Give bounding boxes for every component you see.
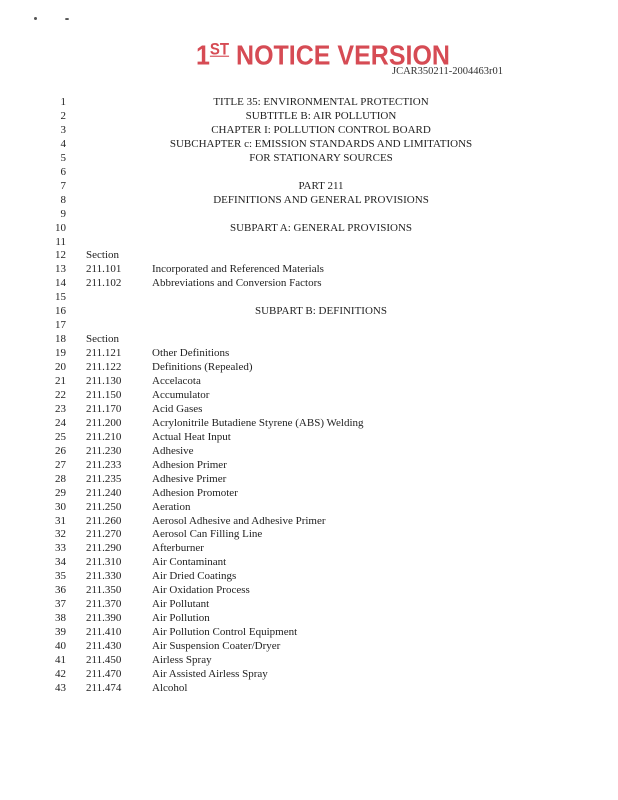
document-line <box>0 458 618 472</box>
section-title: Accumulator <box>152 388 210 401</box>
document-line <box>0 262 618 276</box>
heading-text: SUBPART A: GENERAL PROVISIONS <box>230 221 412 234</box>
line-number: 4 <box>60 137 66 150</box>
section-title: Air Pollution Control Equipment <box>152 626 298 639</box>
line-number: 12 <box>55 249 66 262</box>
document-line <box>0 179 618 193</box>
document-line <box>0 514 618 528</box>
section-number: 211.235 <box>86 472 122 485</box>
section-number: 211.210 <box>86 430 122 443</box>
section-number: 211.233 <box>86 458 122 471</box>
document-line <box>0 388 618 402</box>
document-line <box>0 625 618 639</box>
section-number: 211.150 <box>86 388 122 401</box>
section-number: 211.430 <box>86 640 122 653</box>
section-number: 211.474 <box>86 681 122 694</box>
line-number: 17 <box>55 319 66 332</box>
document-line <box>0 193 618 207</box>
section-title: Air Pollutant <box>152 598 210 611</box>
line-number: 36 <box>55 584 66 597</box>
section-number: 211.101 <box>86 263 122 276</box>
section-number: 211.230 <box>86 444 122 457</box>
section-title: Other Definitions <box>152 347 230 360</box>
document-line <box>0 207 618 221</box>
section-number: 211.350 <box>86 584 122 597</box>
line-number: 25 <box>55 430 66 443</box>
line-number: 23 <box>55 402 66 415</box>
line-number: 8 <box>60 193 66 206</box>
heading-text: SUBPART B: DEFINITIONS <box>255 305 387 318</box>
document-line <box>0 318 618 332</box>
line-number: 3 <box>60 123 66 136</box>
document-line <box>0 346 618 360</box>
document-line <box>0 276 618 290</box>
line-number: 31 <box>55 514 66 527</box>
document-line <box>0 304 618 318</box>
document-line <box>0 583 618 597</box>
section-number: 211.121 <box>86 347 122 360</box>
scan-speck <box>34 17 37 20</box>
line-number: 16 <box>55 305 66 318</box>
section-title: Air Oxidation Process <box>152 584 250 597</box>
line-number: 27 <box>55 458 66 471</box>
section-title: Airless Spray <box>152 654 212 666</box>
document-line <box>0 611 618 625</box>
document-line <box>0 235 618 249</box>
line-number: 1 <box>60 96 66 108</box>
section-title: Air Contaminant <box>152 556 227 569</box>
line-number: 19 <box>55 347 66 360</box>
section-number: 211.200 <box>86 416 122 429</box>
line-number: 42 <box>55 667 66 680</box>
document-line <box>0 486 618 500</box>
document-line <box>0 290 618 304</box>
document-line <box>0 248 618 262</box>
document-line <box>0 667 618 681</box>
section-number: 211.260 <box>86 514 122 527</box>
document-line <box>0 472 618 486</box>
section-number: Section <box>86 249 119 262</box>
document-line <box>0 500 618 514</box>
section-title: Aerosol Adhesive and Adhesive Primer <box>152 514 326 527</box>
document-id: JCAR350211-2004463r01 <box>392 66 504 77</box>
section-title: Adhesion Primer <box>152 458 227 471</box>
line-number: 2 <box>60 109 66 122</box>
notice-version-stamp: 1ST NOTICE VERSION <box>196 40 450 72</box>
document-line <box>0 109 618 123</box>
section-number: 211.240 <box>86 486 122 499</box>
document-line <box>0 681 618 695</box>
section-number: 211.170 <box>86 402 122 415</box>
section-title: Abbreviations and Conversion Factors <box>152 277 322 290</box>
section-title: Adhesive Primer <box>152 472 227 485</box>
section-title: Actual Heat Input <box>152 430 231 443</box>
document-line <box>0 332 618 346</box>
section-title: Air Suspension Coater/Dryer <box>152 640 281 653</box>
line-number: 33 <box>55 542 66 555</box>
section-title: Air Assisted Airless Spray <box>152 667 268 680</box>
section-title: Afterburner <box>152 542 204 555</box>
line-number: 41 <box>55 654 66 666</box>
section-number: Section <box>86 333 119 346</box>
line-number: 5 <box>60 151 66 164</box>
document-line <box>0 402 618 416</box>
heading-text: SUBCHAPTER c: EMISSION STANDARDS AND LIMITATIONS <box>169 137 473 150</box>
section-title: Aerosol Can Filling Line <box>152 528 263 541</box>
section-title: Air Dried Coatings <box>152 570 237 583</box>
document-line <box>0 639 618 653</box>
section-title: Adhesion Promoter <box>152 486 238 499</box>
heading-text: FOR STATIONARY SOURCES <box>249 151 393 164</box>
section-title: Acrylonitrile Butadiene Styrene (ABS) Welding <box>152 416 364 429</box>
line-number: 37 <box>55 598 66 611</box>
heading-text: DEFINITIONS AND GENERAL PROVISIONS <box>213 193 429 206</box>
section-number: 211.310 <box>86 556 122 569</box>
document-line <box>0 416 618 430</box>
section-title: Alcohol <box>152 681 188 694</box>
line-number: 6 <box>60 165 66 178</box>
line-number: 34 <box>55 556 66 569</box>
line-number: 35 <box>55 570 66 583</box>
document-line <box>0 569 618 583</box>
line-number: 11 <box>55 235 66 248</box>
heading-text: PART 211 <box>298 179 344 192</box>
document-line <box>0 597 618 611</box>
heading-text: CHAPTER I: POLLUTION CONTROL BOARD <box>211 123 431 136</box>
line-number: 7 <box>60 179 66 192</box>
heading-text: SUBTITLE B: AIR POLLUTION <box>245 109 397 122</box>
document-line <box>0 374 618 388</box>
section-title: Air Pollution <box>152 612 210 625</box>
document-line <box>0 165 618 179</box>
section-title: Acid Gases <box>152 402 203 415</box>
heading-text: TITLE 35: ENVIRONMENTAL PROTECTION <box>213 96 429 108</box>
line-number: 40 <box>55 640 66 653</box>
line-number: 21 <box>55 375 66 387</box>
line-number: 13 <box>55 263 66 276</box>
line-number: 28 <box>55 472 66 485</box>
line-number: 24 <box>55 416 66 429</box>
line-number: 14 <box>55 277 66 290</box>
scan-speck <box>65 18 69 20</box>
section-title: Incorporated and Referenced Materials <box>152 263 324 276</box>
line-number: 43 <box>55 681 66 694</box>
section-number: 211.390 <box>86 612 122 625</box>
document-line <box>0 151 618 165</box>
line-number: 22 <box>55 388 66 401</box>
document-line <box>0 95 618 109</box>
document-line <box>0 527 618 541</box>
document-line <box>0 360 618 374</box>
line-number: 15 <box>55 291 66 304</box>
line-number: 32 <box>55 528 66 541</box>
line-number: 26 <box>55 444 66 457</box>
section-title: Aeration <box>152 500 191 513</box>
document-line <box>0 137 618 151</box>
line-number: 9 <box>60 207 66 220</box>
document-line <box>0 430 618 444</box>
document-line <box>0 541 618 555</box>
section-number: 211.250 <box>86 500 122 513</box>
line-number: 30 <box>55 500 66 513</box>
section-title: Accelacota <box>152 375 201 387</box>
section-number: 211.370 <box>86 598 122 611</box>
line-number: 10 <box>55 221 66 234</box>
line-number: 39 <box>55 626 66 639</box>
section-number: 211.290 <box>86 542 122 555</box>
section-number: 211.470 <box>86 667 122 680</box>
section-number: 211.102 <box>86 277 122 290</box>
section-number: 211.330 <box>86 570 122 583</box>
section-title: Definitions (Repealed) <box>152 361 253 374</box>
line-number: 20 <box>55 361 66 374</box>
line-number: 38 <box>55 612 66 625</box>
document-line <box>0 123 618 137</box>
section-title: Adhesive <box>152 444 194 457</box>
section-number: 211.410 <box>86 626 122 639</box>
document-line <box>0 221 618 235</box>
section-number: 211.450 <box>86 654 122 666</box>
document-line <box>0 653 618 667</box>
section-number: 211.270 <box>86 528 122 541</box>
document-line <box>0 555 618 569</box>
line-number: 18 <box>55 333 66 346</box>
document-line <box>0 444 618 458</box>
section-number: 211.130 <box>86 375 122 387</box>
section-number: 211.122 <box>86 361 122 374</box>
line-number: 29 <box>55 486 66 499</box>
